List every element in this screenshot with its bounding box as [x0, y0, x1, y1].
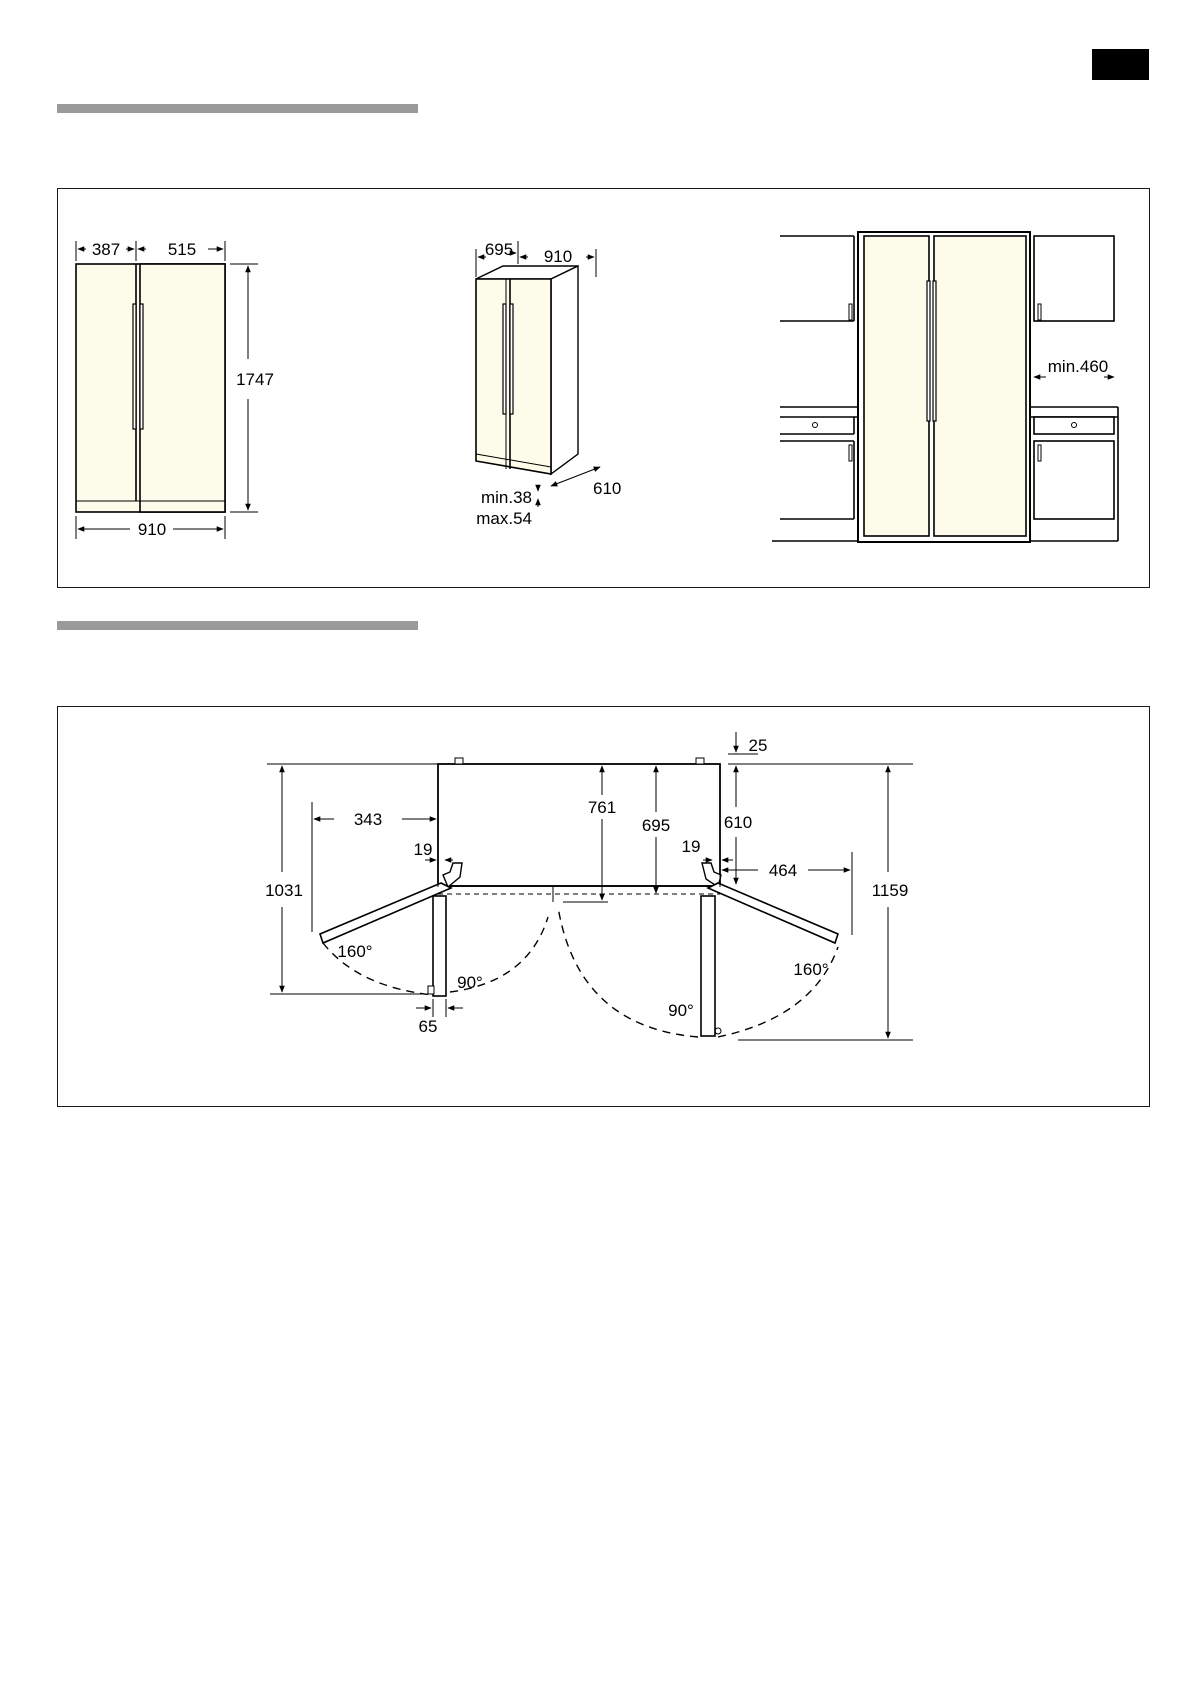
dim-depth-overall: 761 — [587, 798, 617, 817]
installation-view — [772, 232, 1118, 542]
dim-depth-right-open: 1159 — [871, 881, 909, 900]
left-door-90 — [433, 896, 446, 996]
dim-width-top: 910 — [543, 247, 573, 266]
angle-right-90: 90° — [668, 1001, 694, 1020]
dim-offset-right: 19 — [681, 837, 701, 856]
section-rule-door-opening — [57, 621, 418, 630]
dim-width-left: 387 — [91, 240, 121, 259]
persp-handle-left-icon — [503, 304, 506, 414]
fridge-door-right — [140, 264, 225, 512]
perspective-view — [476, 240, 621, 528]
dim-depth-left-open: 1031 — [265, 881, 303, 900]
appliance-dimensions-figure — [57, 188, 1150, 588]
dim-side-clearance: min.460 — [1047, 357, 1109, 376]
dim-offset-left: 19 — [413, 840, 433, 859]
dimensions-drawing — [58, 189, 1151, 589]
dim-top-gap: 25 — [748, 736, 768, 755]
dim-height: 1747 — [236, 370, 274, 389]
cabinet-knob-icon — [849, 304, 852, 320]
angle-right-160: 160° — [793, 960, 829, 979]
angle-left-160: 160° — [337, 942, 373, 961]
cabinet-knob-icon — [849, 445, 852, 461]
dim-depth-with-doors: 695 — [641, 816, 671, 835]
left-doors — [320, 883, 548, 996]
dim-depth: 610 — [593, 479, 622, 498]
persp-handle-right-icon — [510, 304, 513, 414]
door-opening-figure — [57, 706, 1150, 1107]
cabinet-knob-icon — [1038, 304, 1041, 320]
cabinet-knob-icon — [1038, 445, 1041, 461]
dim-depth-top: 695 — [484, 240, 514, 259]
inst-handle-right-icon — [933, 281, 936, 421]
page-tab-marker — [1092, 49, 1149, 80]
handle-left-icon — [133, 304, 136, 429]
section-rule-dimensions — [57, 104, 418, 113]
door-plan-drawing — [58, 707, 1151, 1108]
angle-left-90: 90° — [457, 973, 483, 992]
dim-width-right: 515 — [167, 240, 197, 259]
inst-handle-left-icon — [927, 281, 930, 421]
dim-gap-max: max.54 — [476, 509, 532, 528]
handle-right-icon — [140, 304, 143, 429]
right-door-90 — [701, 896, 715, 1036]
left-door-160 — [320, 883, 451, 943]
drawer-knob-icon — [813, 423, 818, 428]
dim-hinge-offset: 65 — [418, 1017, 438, 1036]
front-view — [76, 240, 274, 539]
dim-gap-min: min.38 — [480, 488, 532, 507]
dim-width-total: 910 — [137, 520, 167, 539]
dim-depth-body: 610 — [723, 813, 753, 832]
dim-clearance-right: 464 — [768, 861, 798, 880]
right-door-160 — [708, 883, 838, 943]
dim-clearance-left: 343 — [353, 810, 383, 829]
